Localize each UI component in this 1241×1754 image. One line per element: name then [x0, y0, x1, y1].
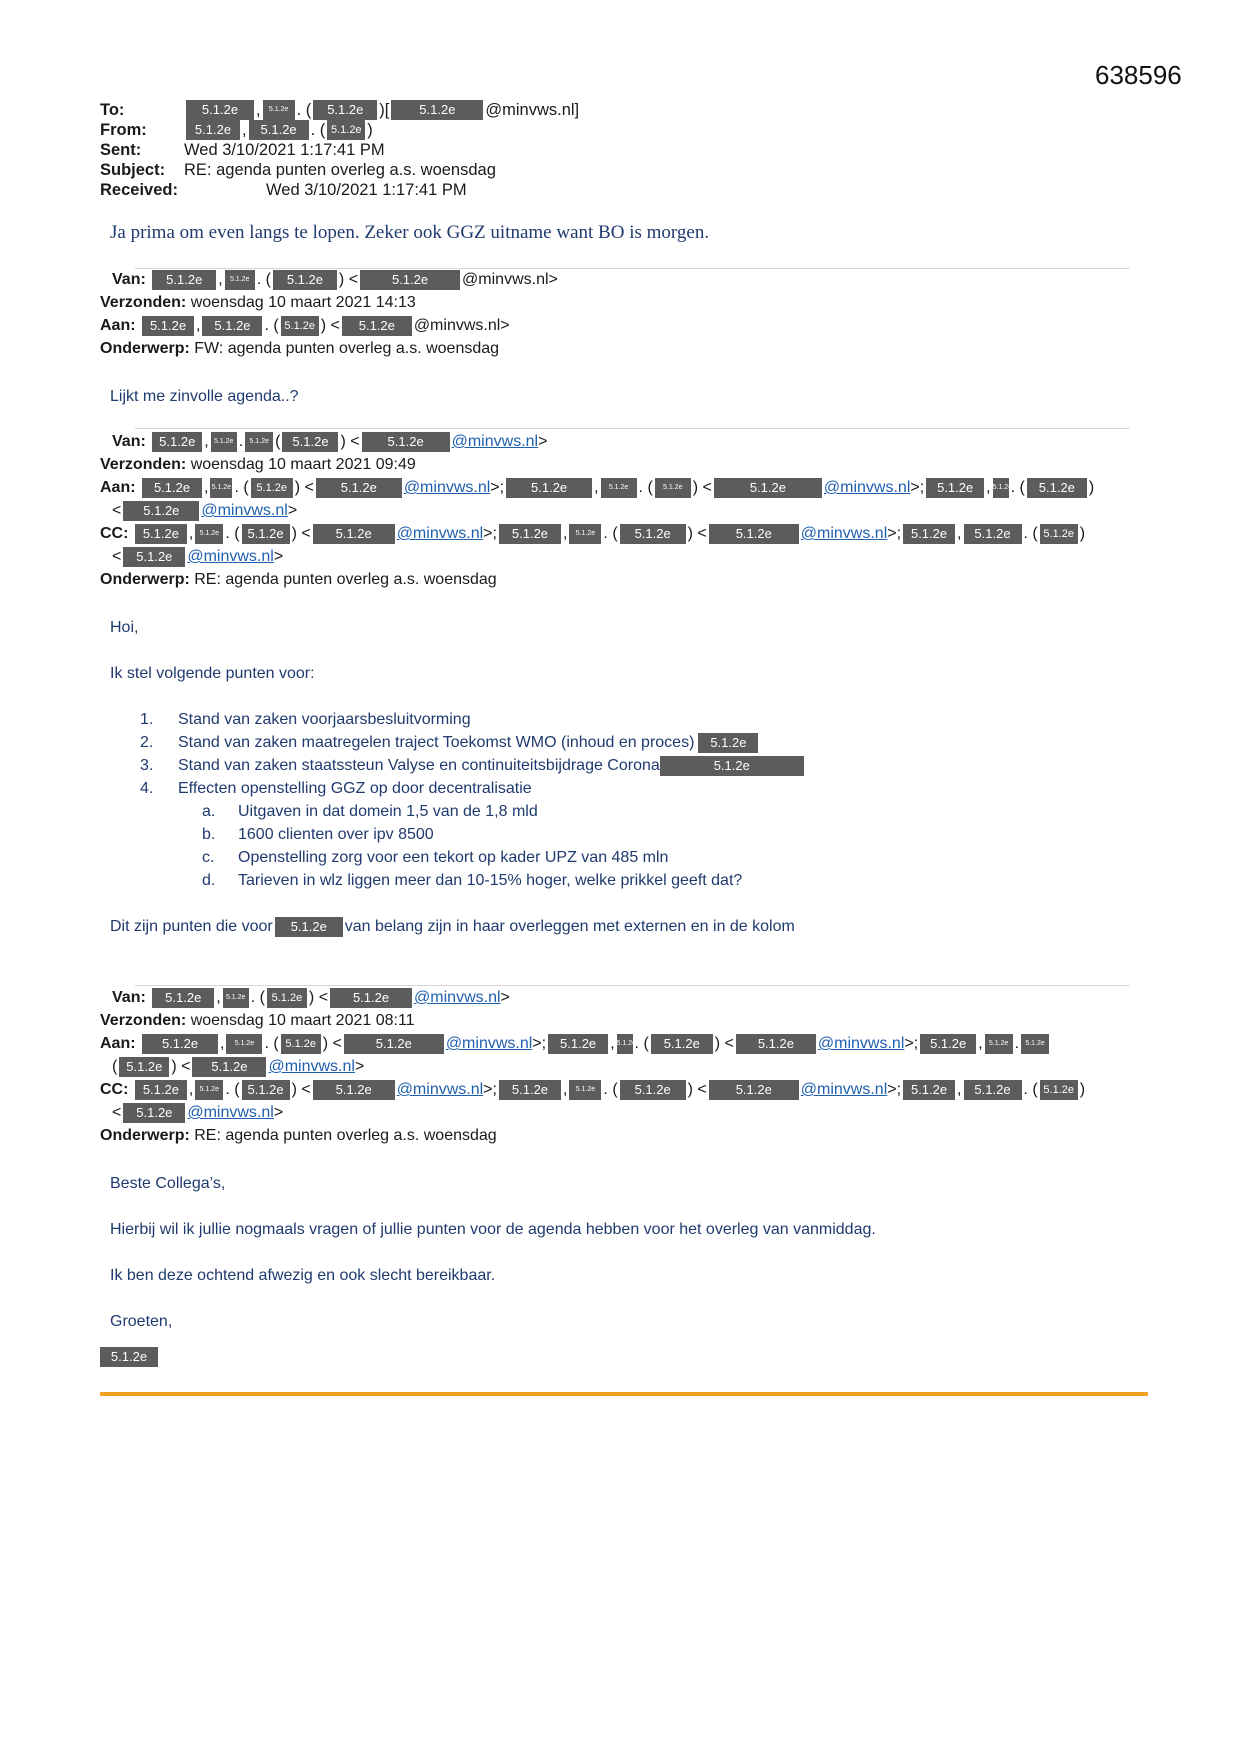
redaction-box: 5.1.2e — [123, 501, 199, 521]
redaction-box: 5.1.2e — [1021, 1034, 1049, 1054]
list-item: d. Tarieven in wlz liggen meer dan 10-15% hoger, welke prikkel geeft dat? — [202, 871, 743, 889]
to-domain: @minvws.nl] — [485, 101, 580, 119]
redaction-box: 5.1.2e — [245, 432, 273, 452]
redaction-box: 5.1.2e — [263, 100, 295, 120]
onderwerp-value: RE: agenda punten overleg a.s. woensdag — [194, 571, 497, 588]
redaction-box: 5.1.2e — [617, 1034, 633, 1054]
redaction-box: 5.1.2e — [709, 524, 799, 544]
email-link[interactable]: @minvws.nl — [201, 502, 288, 519]
redaction-box: 5.1.2e — [569, 524, 601, 544]
message-header-2: Van: 5.1.2e , 5.1.2e . 5.1.2e ( 5.1.2e ) < 5.1.2e @minvws.nl > Verzonden: woensdag 10 maart 2021 09:49 Aan: 5.1.2e , 5.1.2e . ( 5.1.2e ) < 5.1.2e @minvws.nl >; 5.1.2e , 5.1.2e . ( 5.1.2e ) < 5.1.2e @minvws.nl >; 5.1.2e , 5.1.2e . ( 5.1.2e ) < 5.1.2e @minvws.nl > CC: 5.1.2e , 5.1.2e . ( 5.1.2e ) < 5.1.2e @minvws.nl >; 5.1.2e , 5.1.2e . ( 5.1.2e ) < 5.1.2e @minvws.nl >; 5.1.2e , 5.1.2e . ( 5.1.2e ) < 5.1.2e @minvws.nl > Onderwerp: RE: agenda punten overleg a.s. woensdag — [100, 430, 1094, 591]
list-item: 1. Stand van zaken voorjaarsbesluitvorming — [140, 710, 471, 728]
redaction-box: 5.1.2e — [119, 1057, 169, 1077]
agenda-list — [140, 708, 806, 892]
from-label: From: — [100, 121, 147, 139]
redaction-box: 5.1.2e — [548, 1034, 608, 1054]
redaction-box: 5.1.2e — [152, 432, 202, 452]
reply-text: Ja prima om even langs te lopen. Zeker ook GGZ uitname want BO is morgen. — [110, 222, 710, 243]
redaction-box: 5.1.2e — [281, 1034, 321, 1054]
redaction-box: 5.1.2e — [202, 316, 262, 336]
redaction-box: 5.1.2e — [903, 524, 955, 544]
redaction-box: 5.1.2e — [499, 524, 561, 544]
message-body-1: Lijkt me zinvolle agenda..? — [110, 388, 299, 405]
received-row — [100, 180, 579, 200]
onderwerp-value: RE: agenda punten overleg a.s. woensdag — [194, 1127, 497, 1144]
onderwerp-label: Onderwerp: — [100, 1127, 190, 1144]
signature — [100, 1347, 158, 1367]
redaction-box: 5.1.2e — [123, 1103, 185, 1123]
document-number: 638596 — [1095, 60, 1182, 90]
to-label: To: — [100, 101, 125, 119]
redaction-box: 5.1.2e — [267, 988, 307, 1008]
list-item: 2. Stand van zaken maatregelen traject Toekomst WMO (inhoud en proces) 5.1.2e — [140, 731, 806, 754]
redaction-box: 5.1.2e — [620, 524, 686, 544]
redaction-box: 5.1.2e — [251, 478, 293, 498]
verzonden-value: woensdag 10 maart 2021 09:49 — [190, 456, 416, 473]
message-lead-2: Ik stel volgende punten voor: — [110, 665, 315, 682]
redaction-box: 5.1.2e — [985, 1034, 1013, 1054]
redaction-box: 5.1.2e — [142, 316, 194, 336]
email-link[interactable]: @minvws.nl — [800, 525, 888, 542]
redaction-box: 5.1.2e — [225, 270, 255, 290]
email-link[interactable]: @minvws.nl — [823, 479, 911, 496]
van-label: Van: — [112, 271, 146, 288]
onderwerp-label: Onderwerp: — [100, 571, 190, 588]
onderwerp-value: FW: agenda punten overleg a.s. woensdag — [194, 340, 500, 357]
message-paragraph-3a: Hierbij wil ik jullie nogmaals vragen of jullie punten voor de agenda hebben voor het overleg van vanmiddag. — [110, 1221, 876, 1238]
message-greeting-3: Beste Collega’s, — [110, 1175, 226, 1192]
from-row: From: 5.1.2e , 5.1.2e . ( 5.1.2e ) — [100, 121, 373, 139]
redaction-box: 5.1.2e — [1027, 478, 1087, 498]
sent-label: Sent: — [100, 141, 142, 159]
aan-label: Aan: — [100, 317, 136, 334]
redaction-box: 5.1.2e — [698, 733, 758, 753]
redaction-box: 5.1.2e — [327, 120, 365, 140]
subject-row — [100, 160, 579, 180]
onderwerp-label: Onderwerp: — [100, 340, 190, 357]
verzonden-label: Verzonden: — [100, 1012, 187, 1029]
redaction-box: 5.1.2e — [651, 1034, 713, 1054]
email-link[interactable]: @minvws.nl — [403, 479, 491, 496]
email-link[interactable]: @minvws.nl — [817, 1035, 905, 1052]
redaction-box: 5.1.2e — [135, 1080, 187, 1100]
redaction-box: 5.1.2e — [660, 756, 804, 776]
list-item: a. Uitgaven in dat domein 1,5 van de 1,8 mld — [202, 802, 538, 820]
export-header — [100, 100, 579, 200]
redaction-box: 5.1.2e — [313, 100, 377, 120]
redaction-box: 5.1.2e — [123, 547, 185, 567]
message-closing-2: Dit zijn punten die voor 5.1.2e van belang zijn in haar overleggen met externen en in de kolom — [110, 918, 795, 935]
email-link[interactable]: @minvws.nl — [396, 525, 484, 542]
message-header-3: Van: 5.1.2e , 5.1.2e . ( 5.1.2e ) < 5.1.2e @minvws.nl > Verzonden: woensdag 10 maart 2021 08:11 Aan: 5.1.2e , 5.1.2e . ( 5.1.2e ) < 5.1.2e @minvws.nl >; 5.1.2e , 5.1.2e . ( 5.1.2e ) < 5.1.2e @minvws.nl >; 5.1.2e , 5.1.2e . 5.1.2e ( 5.1.2e ) < 5.1.2e @minvws.nl > CC: 5.1.2e , 5.1.2e . ( 5.1.2e ) < 5.1.2e @minvws.nl >; 5.1.2e , 5.1.2e . ( 5.1.2e ) < 5.1.2e @minvws.nl >; 5.1.2e , 5.1.2e . ( 5.1.2e ) < 5.1.2e @minvws.nl > Onderwerp: RE: agenda punten overleg a.s. woensdag — [100, 986, 1085, 1147]
cc-label: CC: — [100, 525, 129, 542]
email-link[interactable]: @minvws.nl — [187, 1104, 274, 1121]
subject-value: RE: agenda punten overleg a.s. woensdag — [184, 161, 496, 179]
list-item: 4. Effecten openstelling GGZ op door decentralisatie — [140, 779, 532, 797]
redaction-box: 5.1.2e — [135, 524, 187, 544]
verzonden-value: woensdag 10 maart 2021 08:11 — [190, 1012, 415, 1029]
redaction-box: 5.1.2e — [195, 1080, 223, 1100]
redaction-box: 5.1.2e — [273, 270, 337, 290]
redaction-box: 5.1.2e — [142, 478, 202, 498]
email-link[interactable]: @minvws.nl — [268, 1058, 355, 1075]
message-signoff-3: Groeten, — [110, 1313, 173, 1330]
email-link[interactable]: @minvws.nl — [187, 548, 274, 565]
redaction-box: 5.1.2e — [152, 270, 216, 290]
verzonden-label: Verzonden: — [100, 294, 187, 311]
redaction-box: 5.1.2e — [152, 988, 214, 1008]
verzonden-value: woensdag 10 maart 2021 14:13 — [190, 294, 416, 311]
received-value: Wed 3/10/2021 1:17:41 PM — [266, 181, 467, 199]
redaction-box: 5.1.2e — [186, 120, 240, 140]
message-greeting-2: Hoi, — [110, 619, 139, 636]
redaction-box: 5.1.2e — [1040, 524, 1078, 544]
redaction-box: 5.1.2e — [601, 478, 637, 498]
redaction-box: 5.1.2e — [142, 1034, 218, 1054]
redaction-box: 5.1.2e — [210, 478, 232, 498]
redaction-box: 5.1.2e — [964, 1080, 1022, 1100]
sub-list — [140, 800, 806, 892]
list-item: c. Openstelling zorg voor een tekort op kader UPZ van 485 mln — [202, 848, 669, 866]
email-link[interactable]: @minvws.nl — [445, 1035, 533, 1052]
redaction-box: 5.1.2e — [186, 100, 254, 120]
redaction-box: 5.1.2e — [964, 524, 1022, 544]
redaction-box: 5.1.2e — [926, 478, 984, 498]
redaction-box: 5.1.2e — [330, 988, 412, 1008]
redaction-box: 5.1.2e — [249, 120, 309, 140]
van-label: Van: — [112, 989, 146, 1006]
email-link[interactable]: @minvws.nl — [800, 1081, 888, 1098]
redaction-box: 5.1.2e — [344, 1034, 444, 1054]
email-link[interactable]: @minvws.nl — [451, 433, 539, 450]
redaction-box: 5.1.2e — [100, 1347, 158, 1367]
redaction-box: 5.1.2e — [655, 478, 691, 498]
redaction-box: 5.1.2e — [709, 1080, 799, 1100]
to-row: To: 5.1.2e , 5.1.2e . ( 5.1.2e )[ 5.1.2e @minvws.nl] — [100, 101, 580, 119]
redaction-box: 5.1.2e — [499, 1080, 561, 1100]
redaction-box: 5.1.2e — [1040, 1080, 1078, 1100]
redaction-box: 5.1.2e — [281, 316, 319, 336]
email-domain: @minvws.nl — [413, 317, 501, 334]
redaction-box: 5.1.2e — [316, 478, 402, 498]
redaction-box: 5.1.2e — [313, 1080, 395, 1100]
message-header-1: Van: 5.1.2e , 5.1.2e . ( 5.1.2e ) < 5.1.2e @minvws.nl > Verzonden: woensdag 10 maart 2021 14:13 Aan: 5.1.2e , 5.1.2e . ( 5.1.2e ) < 5.1.2e @minvws.nl > Onderwerp: FW: agenda punten overleg a.s. woensdag — [100, 268, 558, 360]
redaction-box: 5.1.2e — [226, 1034, 262, 1054]
redaction-box: 5.1.2e — [282, 432, 338, 452]
list-item: 3. Stand van zaken staatssteun Valyse en continuiteitsbijdrage Corona 5.1.2e — [140, 754, 806, 777]
redaction-box: 5.1.2e — [195, 524, 223, 544]
redaction-box: 5.1.2e — [620, 1080, 686, 1100]
redaction-box: 5.1.2e — [362, 432, 450, 452]
received-label: Received: — [100, 181, 178, 199]
redaction-box: 5.1.2e — [903, 1080, 955, 1100]
redaction-box: 5.1.2e — [275, 917, 343, 937]
cc-label: CC: — [100, 1081, 129, 1098]
redaction-box: 5.1.2e — [223, 988, 249, 1008]
sent-row — [100, 140, 579, 160]
verzonden-label: Verzonden: — [100, 456, 187, 473]
redaction-box: 5.1.2e — [342, 316, 412, 336]
van-label: Van: — [112, 433, 146, 450]
separator-line — [135, 428, 1130, 429]
redaction-box: 5.1.2e — [192, 1057, 266, 1077]
redaction-box: 5.1.2e — [569, 1080, 601, 1100]
redaction-box: 5.1.2e — [391, 100, 483, 120]
redaction-box: 5.1.2e — [506, 478, 592, 498]
redaction-box: 5.1.2e — [920, 1034, 976, 1054]
redaction-box: 5.1.2e — [360, 270, 460, 290]
aan-label: Aan: — [100, 479, 136, 496]
redaction-box: 5.1.2e — [313, 524, 395, 544]
redaction-box: 5.1.2e — [242, 524, 290, 544]
footer-rule — [100, 1392, 1148, 1396]
redaction-box: 5.1.2e — [736, 1034, 816, 1054]
message-paragraph-3b: Ik ben deze ochtend afwezig en ook slecht bereikbaar. — [110, 1267, 496, 1284]
aan-label: Aan: — [100, 1035, 136, 1052]
redaction-box: 5.1.2e — [242, 1080, 290, 1100]
email-domain: @minvws.nl — [462, 271, 549, 288]
redaction-box: 5.1.2e — [993, 478, 1009, 498]
email-link[interactable]: @minvws.nl — [414, 989, 501, 1006]
sent-value: Wed 3/10/2021 1:17:41 PM — [184, 141, 385, 159]
redaction-box: 5.1.2e — [211, 432, 237, 452]
subject-label: Subject: — [100, 161, 166, 179]
email-link[interactable]: @minvws.nl — [396, 1081, 484, 1098]
list-item: b. 1600 clienten over ipv 8500 — [202, 825, 434, 843]
redaction-box: 5.1.2e — [714, 478, 822, 498]
